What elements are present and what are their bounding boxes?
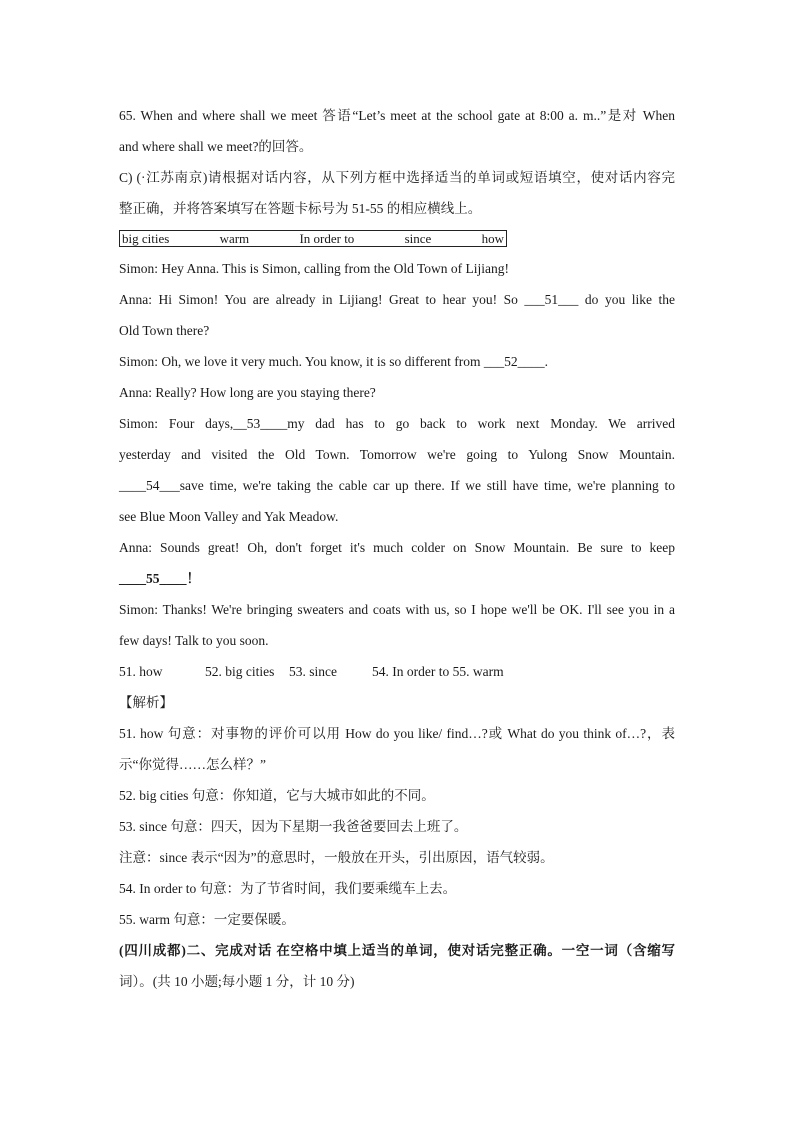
answer-item: 51. how: [119, 664, 163, 679]
word-choice: In order to: [299, 230, 355, 246]
dialogue-line: few days! Talk to you soon.: [119, 633, 269, 648]
dialogue-line: Simon: Hey Anna. This is Simon, calling from the Old Town of Lijiang!: [119, 261, 510, 276]
explanation-55: 55. warm 句意：一定要保暖。: [119, 912, 295, 927]
document-page: [119, 100, 675, 997]
word-choice: since: [404, 230, 432, 246]
explanation-53: 53. since 句意：四天，因为下星期一我爸爸要回去上班了。: [119, 819, 468, 834]
dialogue-line: Simon: Four days,__53____my dad has to go back to work next Monday. We arrived: [119, 416, 675, 431]
answer-item: 54. In order to 55. warm: [372, 664, 504, 679]
section-c-instruction-2: 整正确，并将答案填写在答题卡标号为 51-55 的相应横线上。: [119, 201, 482, 216]
analysis-heading: 【解析】: [119, 695, 173, 710]
dialogue-line: see Blue Moon Valley and Yak Meadow.: [119, 509, 339, 524]
word-choice: big cities: [122, 230, 170, 246]
answer-item: 52. big cities: [205, 664, 275, 679]
answer-key: [119, 656, 675, 687]
answer-65-line-1: 65. When and where shall we meet 答语“Let’s meet at the school gate at 8:00 a. m..”是对 When: [119, 108, 675, 123]
explanation-51-line-2: 示“你觉得……怎么样？”: [119, 757, 266, 772]
dialogue-line: yesterday and visited the Old Town. Tomorrow we're going to Yulong Snow Mountain.: [119, 447, 675, 462]
explanation-note: 注意：since 表示“因为”的意思时，一般放在开头，引出原因，语气较弱。: [119, 850, 554, 865]
explanation-52: 52. big cities 句意：你知道，它与大城市如此的不同。: [119, 788, 435, 803]
dialogue-line: Anna: Hi Simon! You are already in Lijiang! Great to hear you! So ___51___ do you like the: [119, 292, 675, 307]
dialogue-line: ____54___save time, we're taking the cable car up there. If we still have time, we're planning to: [119, 478, 675, 493]
dialogue-line: Simon: Oh, we love it very much. You know, it is so different from ___52____.: [119, 354, 548, 369]
answer-item: 53. since: [289, 664, 337, 679]
word-choice: warm: [219, 230, 250, 246]
dialogue-line: Old Town there?: [119, 323, 210, 338]
section-2-heading-2: 词）。(共 10 小题;每小题 1 分，计 10 分): [119, 974, 355, 989]
explanation-54: 54. In order to 句意：为了节省时间，我们要乘缆车上去。: [119, 881, 457, 896]
answer-65-line-2: and where shall we meet?的回答。: [119, 139, 313, 154]
dialogue-line: Anna: Sounds great! Oh, don't forget it's much colder on Snow Mountain. Be sure to keep: [119, 540, 675, 555]
word-choice: how: [481, 230, 504, 246]
dialogue-line: ____55____！: [119, 571, 200, 586]
explanation-51-line-1: 51. how 句意：对事物的评价可以用 How do you like/ find…?或 What do you think of…?，表: [119, 726, 675, 741]
dialogue-line: Simon: Thanks! We're bringing sweaters and coats with us, so I hope we'll be OK. I'll see you in a: [119, 602, 675, 617]
section-2-heading-1: (四川成都)二、完成对话 在空格中填上适当的单词，使对话完整正确。一空一词（含缩写: [119, 943, 675, 958]
section-c-instruction-1: C) (·江苏南京)请根据对话内容，从下列方框中选择适当的单词或短语填空，使对话内容完: [119, 170, 675, 185]
word-choice-box: [119, 230, 507, 247]
dialogue-line: Anna: Really? How long are you staying there?: [119, 385, 376, 400]
